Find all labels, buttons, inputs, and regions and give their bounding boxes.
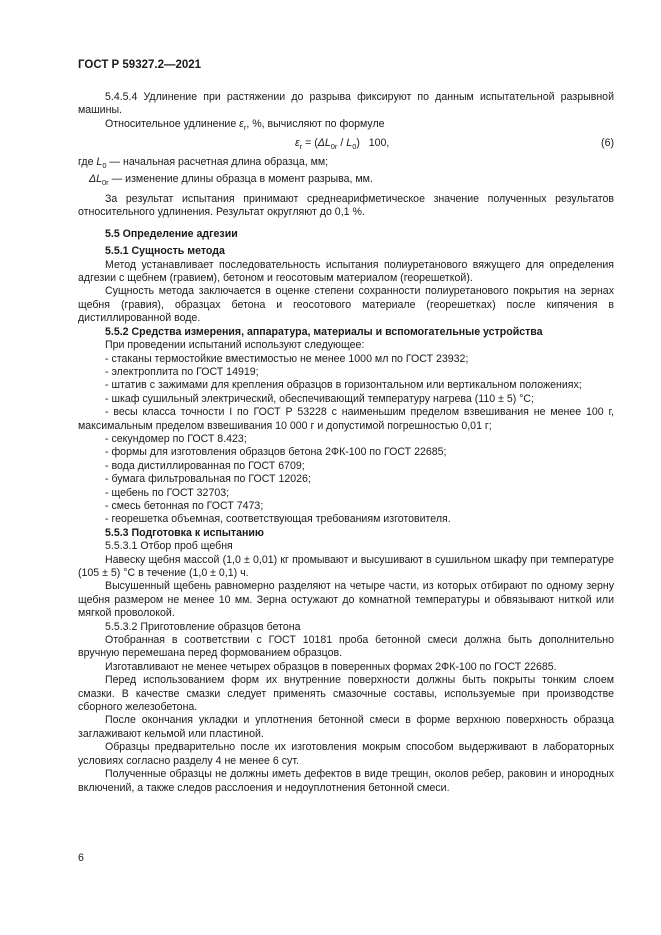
list-item: - штатив с зажимами для крепления образцов в горизонтальном или вертикальном положениях; (105, 379, 582, 392)
list-item: - бумага фильтровальная по ГОСТ 12026; (105, 473, 311, 486)
section-5-5-3-title: 5.5.3 Подготовка к испытанию (105, 526, 264, 539)
paragraph: После окончания укладки и уплотнения бетонной смеси в форме верхнюю поверхность образца заглаживают кельмой или пластиной. (78, 714, 614, 740)
paragraph: Образцы предварительно после их изготовления мокрым способом выдерживают в лабораторных условиях согласно разделу 4 не менее 6 сут. (78, 741, 614, 767)
list-item: - вода дистиллированная по ГОСТ 6709; (105, 459, 305, 472)
formula-number: (6) (601, 137, 614, 150)
formula-expression: $\varepsilon_r = (\Delta L_{0r} / L_0)$ 100, (295, 137, 390, 152)
list-item: - шкаф сушильный электрический, обеспечивающий температуру нагрева (110 ± 5) °С; (105, 392, 535, 405)
paragraph: Изготавливают не менее четырех образцов в поверенных формах 2ФК-100 по ГОСТ 22685. (105, 660, 557, 673)
paragraph: Сущность метода заключается в оценке степени сохранности полиуретанового покрытия на зернах щебня (гравия), образцах бетона и геосотового материале (георешетках) после кипячения в дистиллированной воде. (78, 285, 614, 325)
list-item: - георешетка объемная, соответствующая требованиям изготовителя. (105, 513, 451, 526)
list-item: - щебень по ГОСТ 32703; (105, 486, 230, 499)
section-5-5-title: 5.5 Определение адгезии (105, 227, 238, 240)
section-5-5-3-1-title: 5.5.3.1 Отбор проб щебня (105, 540, 233, 553)
document-body (78, 91, 614, 795)
page-number: 6 (78, 852, 84, 864)
paragraph: Метод устанавливает последовательность испытания полиуретанового вяжущего для определения адгезии с щебнем (гравием), бетоном и геосотовым материалом (георешеткой). (78, 258, 614, 285)
section-5-5-3-2-title: 5.5.3.2 Приготовление образцов бетона (105, 620, 301, 633)
list-item: - стаканы термостойкие вместимостью не менее 1000 мл по ГОСТ 23932; (105, 352, 469, 365)
list-intro: При проведении испытаний используют следующее: (105, 339, 365, 352)
standard-header: ГОСТ Р 59327.2—2021 (78, 59, 202, 71)
def-L0: где $L_0$ — начальная расчетная длина образца, мм; (78, 156, 329, 171)
paragraph: Высушенный щебень равномерно разделяют на четыре части, из которых отбирают по одному зерну щебня размером не менее 10 мм. Зерна остужают до комнатной температуры и обвязывают ниткой или мягкой проволокой. (78, 580, 614, 620)
paragraph: Отобранная в соответствии с ГОСТ 10181 проба бетонной смеси должна быть дополнительно вручную перемешана перед формованием образцов. (78, 634, 614, 660)
formula-6 (78, 137, 614, 152)
formula-intro: Относительное удлинение $\varepsilon_r$, %, вычисляют по формуле (105, 117, 385, 132)
symbol-eps: ε (239, 117, 244, 130)
result-paragraph: За результат испытания принимают среднеарифметическое значение полученных результатов относительного удлинения. Результат округляют до 0,1 %. (78, 193, 614, 219)
list-item: - весы класса точности I по ГОСТ Р 53228 с наименьшим пределом взвешивания не менее 100 г, максимальным пределом взвешивания 10 000 г и допустимой погрешностью 0,01 г; (78, 406, 614, 432)
paragraph: Навеску щебня массой (1,0 ± 0,01) кг промывают и высушивают в сушильном шкафу при температуре (105 ± 5) °С в течение (1,0 ± 0,1) ч. (78, 553, 614, 579)
list-item: - смесь бетонная по ГОСТ 7473; (105, 499, 264, 512)
section-5-5-2-title: 5.5.2 Средства измерения, аппаратура, материалы и вспомогательные устройства (105, 325, 543, 338)
clause-5-4-5-4: 5.4.5.4 Удлинение при растяжении до разрыва фиксируют по данным испытательной разрывной машины. (78, 91, 614, 117)
symbol-sub-r: r (243, 122, 247, 132)
def-dL0r: $\Delta L_{0r}$ — изменение длины образца в момент разрыва, мм. (89, 172, 373, 187)
section-5-5-1-title: 5.5.1 Сущность метода (105, 245, 225, 258)
paragraph: Перед использованием форм их внутренние поверхности должны быть покрыты тонким слоем смазки. В качестве смазки следует применять смазочные составы, используемые при производстве сборного железобетона. (78, 674, 614, 714)
paragraph: Полученные образцы не должны иметь дефектов в виде трещин, околов ребер, раковин и инородных включений, а также следов расслоения и недоуплотнения бетонной смеси. (78, 768, 614, 794)
list-item: - секундомер по ГОСТ 8.423; (105, 432, 247, 445)
list-item: - электроплита по ГОСТ 14919; (105, 365, 259, 378)
list-item: - формы для изготовления образцов бетона 2ФК-100 по ГОСТ 22685; (105, 446, 447, 459)
